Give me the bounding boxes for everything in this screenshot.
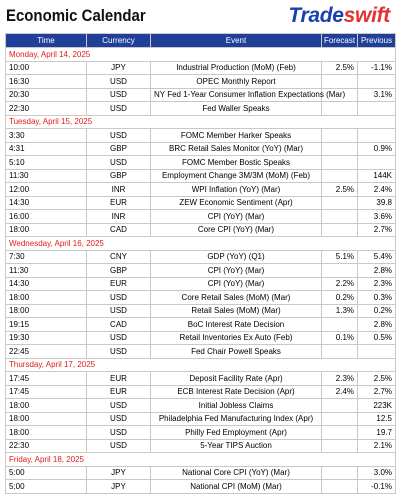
- event-currency: USD: [87, 75, 151, 89]
- event-previous: 3.0%: [358, 466, 396, 480]
- event-name: Retail Sales (MoM) (Mar): [151, 304, 322, 318]
- event-currency: JPY: [87, 480, 151, 494]
- event-previous: 0.3%: [358, 291, 396, 305]
- event-forecast: [322, 466, 358, 480]
- table-row: [6, 345, 396, 359]
- event-forecast: [322, 210, 358, 224]
- column-header-event: Event: [151, 34, 322, 48]
- event-forecast: 2.5%: [322, 61, 358, 75]
- table-row: [6, 426, 396, 440]
- event-name: National Core CPI (YoY) (Mar): [151, 466, 322, 480]
- day-label: Wednesday, April 16, 2025: [6, 237, 396, 251]
- event-time: 5:00: [6, 466, 87, 480]
- logo-part-1: Trade: [288, 4, 344, 27]
- event-previous: 2.8%: [358, 318, 396, 332]
- tradeswift-logo: [288, 4, 390, 28]
- event-time: 18:00: [6, 291, 87, 305]
- event-time: 16:30: [6, 75, 87, 89]
- event-currency: INR: [87, 210, 151, 224]
- event-currency: JPY: [87, 466, 151, 480]
- event-time: 17:45: [6, 372, 87, 386]
- table-row: [6, 277, 396, 291]
- event-currency: USD: [87, 439, 151, 453]
- table-row: [6, 196, 396, 210]
- event-forecast: [322, 156, 358, 170]
- event-previous: -1.1%: [358, 61, 396, 75]
- event-forecast: [322, 345, 358, 359]
- event-name: Fed Waller Speaks: [151, 102, 322, 116]
- event-name: Deposit Facility Rate (Apr): [151, 372, 322, 386]
- event-time: 22:30: [6, 439, 87, 453]
- table-row: [6, 169, 396, 183]
- event-forecast: [322, 439, 358, 453]
- event-currency: USD: [87, 399, 151, 413]
- event-forecast: 5.1%: [322, 250, 358, 264]
- event-previous: 3.6%: [358, 210, 396, 224]
- table-row: [6, 466, 396, 480]
- table-row: [6, 331, 396, 345]
- event-time: 5:10: [6, 156, 87, 170]
- event-forecast: [322, 223, 358, 237]
- event-time: 18:00: [6, 399, 87, 413]
- event-forecast: [322, 399, 358, 413]
- table-row: [6, 439, 396, 453]
- event-time: 11:30: [6, 264, 87, 278]
- event-time: 14:30: [6, 277, 87, 291]
- table-row: [6, 102, 396, 116]
- event-currency: EUR: [87, 385, 151, 399]
- event-forecast: [322, 412, 358, 426]
- day-header-row: [6, 48, 396, 62]
- table-row: [6, 88, 396, 102]
- event-previous: [358, 345, 396, 359]
- table-row: [6, 399, 396, 413]
- event-forecast: [322, 102, 358, 116]
- event-time: 18:00: [6, 304, 87, 318]
- event-previous: 5.4%: [358, 250, 396, 264]
- event-previous: 12.5: [358, 412, 396, 426]
- event-previous: [358, 129, 396, 143]
- event-currency: USD: [87, 156, 151, 170]
- event-currency: USD: [87, 345, 151, 359]
- table-row: [6, 372, 396, 386]
- event-time: 4:31: [6, 142, 87, 156]
- event-name: Employment Change 3M/3M (MoM) (Feb): [151, 169, 322, 183]
- event-previous: 0.2%: [358, 304, 396, 318]
- event-name: WPI Inflation (YoY) (Mar): [151, 183, 322, 197]
- event-forecast: [322, 169, 358, 183]
- table-row: [6, 291, 396, 305]
- event-previous: 223K: [358, 399, 396, 413]
- event-previous: 2.1%: [358, 439, 396, 453]
- event-name: Industrial Production (MoM) (Feb): [151, 61, 322, 75]
- event-time: 17:45: [6, 385, 87, 399]
- event-currency: USD: [87, 88, 151, 102]
- event-previous: 3.1%: [358, 88, 396, 102]
- event-previous: 0.5%: [358, 331, 396, 345]
- event-forecast: 2.2%: [322, 277, 358, 291]
- event-name: FOMC Member Harker Speaks: [151, 129, 322, 143]
- event-currency: GBP: [87, 264, 151, 278]
- day-header-row: [6, 115, 396, 129]
- event-name: Philly Fed Employment (Apr): [151, 426, 322, 440]
- event-previous: 2.8%: [358, 264, 396, 278]
- event-currency: EUR: [87, 277, 151, 291]
- event-time: 19:15: [6, 318, 87, 332]
- column-header-forecast: Forecast: [322, 34, 358, 48]
- table-row: [6, 183, 396, 197]
- event-name: Philadelphia Fed Manufacturing Index (Apr): [151, 412, 322, 426]
- table-row: [6, 75, 396, 89]
- event-previous: 2.7%: [358, 223, 396, 237]
- event-forecast: [322, 426, 358, 440]
- day-header-row: [6, 237, 396, 251]
- event-currency: EUR: [87, 196, 151, 210]
- event-previous: 2.4%: [358, 183, 396, 197]
- event-currency: EUR: [87, 372, 151, 386]
- event-currency: GBP: [87, 169, 151, 183]
- page-title: Economic Calendar: [6, 6, 146, 25]
- event-name: Retail Inventories Ex Auto (Feb): [151, 331, 322, 345]
- event-time: 18:00: [6, 223, 87, 237]
- event-previous: [358, 75, 396, 89]
- event-name: Core CPI (YoY) (Mar): [151, 223, 322, 237]
- event-time: 18:00: [6, 412, 87, 426]
- event-name: Fed Chair Powell Speaks: [151, 345, 322, 359]
- event-currency: CAD: [87, 223, 151, 237]
- event-forecast: [322, 264, 358, 278]
- event-time: 22:30: [6, 102, 87, 116]
- event-currency: USD: [87, 426, 151, 440]
- day-label: Monday, April 14, 2025: [6, 48, 396, 62]
- event-currency: GBP: [87, 142, 151, 156]
- table-row: [6, 318, 396, 332]
- event-time: 7:30: [6, 250, 87, 264]
- event-forecast: 1.3%: [322, 304, 358, 318]
- event-time: 18:00: [6, 426, 87, 440]
- event-currency: USD: [87, 331, 151, 345]
- event-time: 20:30: [6, 88, 87, 102]
- event-currency: USD: [87, 412, 151, 426]
- event-time: 12:00: [6, 183, 87, 197]
- event-name: NY Fed 1-Year Consumer Inflation Expectations (Mar): [151, 88, 322, 102]
- event-currency: USD: [87, 129, 151, 143]
- event-previous: 39.8: [358, 196, 396, 210]
- event-forecast: [322, 480, 358, 494]
- event-forecast: 2.3%: [322, 372, 358, 386]
- event-name: ZEW Economic Sentiment (Apr): [151, 196, 322, 210]
- event-time: 3:30: [6, 129, 87, 143]
- event-previous: 144K: [358, 169, 396, 183]
- event-name: OPEC Monthly Report: [151, 75, 322, 89]
- table-row: [6, 304, 396, 318]
- event-previous: -0.1%: [358, 480, 396, 494]
- event-currency: CNY: [87, 250, 151, 264]
- table-row: [6, 223, 396, 237]
- event-name: FOMC Member Bostic Speaks: [151, 156, 322, 170]
- day-header-row: [6, 453, 396, 467]
- event-previous: 0.9%: [358, 142, 396, 156]
- event-currency: USD: [87, 304, 151, 318]
- event-previous: 19.7: [358, 426, 396, 440]
- event-time: 19:30: [6, 331, 87, 345]
- table-row: [6, 61, 396, 75]
- event-previous: 2.5%: [358, 372, 396, 386]
- table-row: [6, 480, 396, 494]
- event-time: 16:00: [6, 210, 87, 224]
- header: [0, 0, 400, 33]
- event-forecast: [322, 129, 358, 143]
- column-header-currency: Currency: [87, 34, 151, 48]
- event-forecast: [322, 75, 358, 89]
- event-name: National CPI (MoM) (Mar): [151, 480, 322, 494]
- table-body: [6, 48, 396, 494]
- event-currency: INR: [87, 183, 151, 197]
- event-name: CPI (YoY) (Mar): [151, 277, 322, 291]
- event-name: GDP (YoY) (Q1): [151, 250, 322, 264]
- event-currency: USD: [87, 291, 151, 305]
- event-name: CPI (YoY) (Mar): [151, 264, 322, 278]
- event-time: 5:00: [6, 480, 87, 494]
- event-name: ECB Interest Rate Decision (Apr): [151, 385, 322, 399]
- event-name: BRC Retail Sales Monitor (YoY) (Mar): [151, 142, 322, 156]
- day-header-row: [6, 358, 396, 372]
- event-name: 5-Year TIPS Auction: [151, 439, 322, 453]
- event-forecast: 2.4%: [322, 385, 358, 399]
- table-row: [6, 264, 396, 278]
- event-currency: USD: [87, 102, 151, 116]
- table-row: [6, 129, 396, 143]
- event-previous: [358, 156, 396, 170]
- event-forecast: 2.5%: [322, 183, 358, 197]
- event-previous: 2.3%: [358, 277, 396, 291]
- event-name: Initial Jobless Claims: [151, 399, 322, 413]
- event-forecast: [322, 318, 358, 332]
- day-label: Thursday, April 17, 2025: [6, 358, 396, 372]
- table-row: [6, 142, 396, 156]
- event-time: 14:30: [6, 196, 87, 210]
- table-row: [6, 250, 396, 264]
- day-label: Friday, April 18, 2025: [6, 453, 396, 467]
- table-row: [6, 385, 396, 399]
- event-previous: 2.7%: [358, 385, 396, 399]
- event-previous: [358, 102, 396, 116]
- event-name: CPI (YoY) (Mar): [151, 210, 322, 224]
- event-forecast: 0.1%: [322, 331, 358, 345]
- table-row: [6, 210, 396, 224]
- event-time: 11:30: [6, 169, 87, 183]
- event-forecast: [322, 196, 358, 210]
- event-time: 10:00: [6, 61, 87, 75]
- event-name: BoC Interest Rate Decision: [151, 318, 322, 332]
- event-currency: CAD: [87, 318, 151, 332]
- column-header-time: Time: [6, 34, 87, 48]
- event-forecast: 0.2%: [322, 291, 358, 305]
- column-header-previous: Previous: [358, 34, 396, 48]
- logo-part-2: swift: [343, 4, 390, 27]
- event-currency: JPY: [87, 61, 151, 75]
- event-time: 22:45: [6, 345, 87, 359]
- event-name: Core Retail Sales (MoM) (Mar): [151, 291, 322, 305]
- event-forecast: [322, 142, 358, 156]
- table-row: [6, 412, 396, 426]
- economic-calendar-table: [5, 33, 396, 494]
- day-label: Tuesday, April 15, 2025: [6, 115, 396, 129]
- table-row: [6, 156, 396, 170]
- table-header-row: [6, 34, 396, 48]
